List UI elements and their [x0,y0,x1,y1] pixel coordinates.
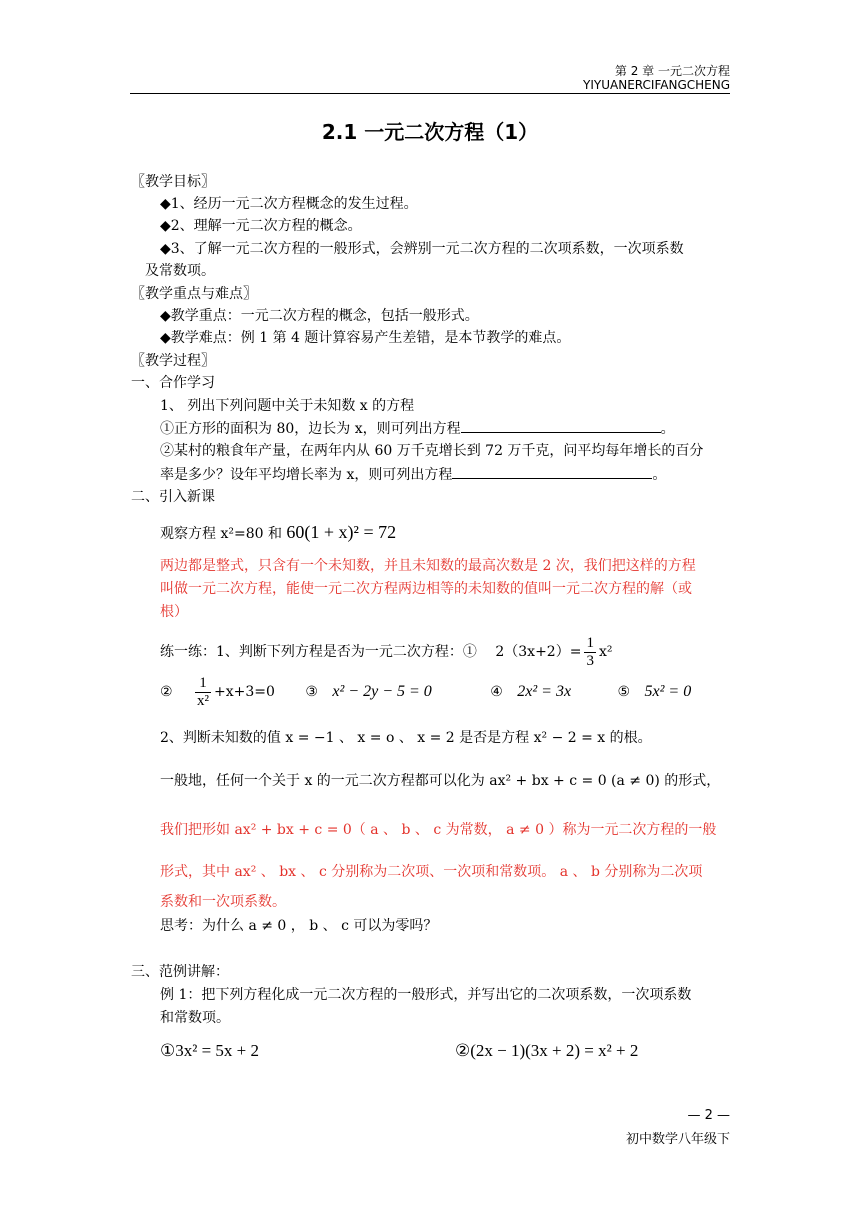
circle-4: ④ [490,684,503,700]
goal-item: ◆3、了解一元二次方程的一般形式，会辨别一元二次方程的二次项系数，一次项系数 [160,241,684,257]
fraction-one-over-x-squared [195,675,211,710]
observe-equation: 60(1 + x)² = 72 [286,522,397,542]
question-1: 1、 列出下列问题中关于未知数 x 的方程 [160,398,415,414]
question-1a [160,418,675,439]
goal-item: ◆1、经历一元二次方程概念的发生过程。 [160,196,418,212]
definition-line: 叫做一元二次方程，能使一元二次方程两边相等的未知数的值叫一元二次方程的解（或 [160,581,692,597]
observe-text: 观察方程 x²=80 和 [160,526,282,542]
fraction-one-third [584,635,596,670]
general-form-line: 一般地，任何一个关于 x 的一元二次方程都可以化为 ax² + bx + c = 0 (a ≠ 0) 的形式， [160,773,721,789]
practice-line [160,632,612,672]
question-2: 2、判断未知数的值 x = −1 、 x = o 、 x = 2 是否是方程 x² − 2 = x 的根。 [160,730,652,746]
answer-blank [461,418,661,433]
circle-2: ② [160,684,173,700]
chapter-pinyin: YIYUANERCIFANGCHENG [583,78,730,92]
keypoint-item: ◆教学难点：例 1 第 4 题计算容易产生差错，是本节教学的难点。 [160,330,571,346]
keypoint-item: ◆教学重点：一元二次方程的概念，包括一般形式。 [160,308,479,324]
section-heading: 三、范例讲解： [131,964,229,980]
goals-heading: 〖教学目标〗 [131,174,215,190]
practice-intro: 练一练：1、判断下列方程是否为一元二次方程：① [160,644,477,660]
eq3: x² − 2y − 5 = 0 [332,683,432,700]
fraction-numerator: 1 [586,634,594,651]
process-heading: 〖教学过程〗 [131,353,215,369]
question-1a-text: ①正方形的面积为 80，边长为 x，则可列出方程 [160,421,461,437]
question-1b-line2 [160,464,666,485]
circle-3: ③ [305,684,318,700]
example-line: 和常数项。 [160,1010,230,1026]
page-number: — 2 — [687,1108,730,1123]
book-footer: 初中数学八年级下 [625,1132,730,1147]
fraction-denominator: x² [197,692,210,709]
definition-line: 两边都是整式，只含有一个未知数，并且未知数的最高次数是 2 次，我们把这样的方程 [160,558,696,574]
question-1b-end: 。 [652,467,667,483]
practice-eq1-tail: x² [598,644,613,660]
fraction-numerator: 1 [195,675,211,693]
practice-eq1: 2（3x+2）= [495,644,582,660]
question-1b-line1: ②某村的粮食年产量，在两年内从 60 万千克增长到 72 万千克，问平均每年增长的百分 [160,443,704,459]
question-1a-end: 。 [660,421,675,437]
think-question: 思考：为什么 a ≠ 0 ， b 、 c 可以为零吗？ [160,918,438,934]
header-rule [130,93,730,94]
observe-line [160,522,396,544]
fraction-denominator: 3 [586,652,594,669]
page-title: 2.1 一元二次方程（1） [321,120,539,144]
general-form-red-line: 我们把形如 ax² + bx + c = 0（ a 、 b 、 c 为常数， a ≠ 0 ）称为一元二次方程的一般 [160,822,717,838]
circle-5: ⑤ [617,684,631,700]
question-1b-text: 率是多少？设年平均增长率为 x，则可列出方程 [160,467,453,483]
general-form-red-line: 系数和一次项系数。 [160,894,286,910]
example-equation-2: ②(2x − 1)(3x + 2) = x² + 2 [455,1041,639,1060]
eq4: 2x² = 3x [517,683,572,700]
definition-line: 根） [160,604,188,620]
general-form-red-line: 形式，其中 ax² 、 bx 、 c 分别称为二次项、一次项和常数项。 a 、 b 分别称为二次项 [160,864,703,880]
chapter-header: 第 2 章 一元二次方程 [614,64,730,78]
answer-blank [452,464,652,479]
section-heading: 二、引入新课 [131,489,215,505]
example-line: 例 1：把下列方程化成一元二次方程的一般形式，并写出它的二次项系数，一次项系数 [160,987,692,1003]
example-equation-1: ①3x² = 5x + 2 [160,1041,260,1060]
goal-item: ◆2、理解一元二次方程的概念。 [160,218,362,234]
eq5: 5x² = 0 [644,683,692,700]
eq2-tail: +x+3=0 [214,684,275,700]
practice-row-2 [160,672,691,712]
keypoints-heading: 〖教学重点与难点〗 [131,286,257,302]
section-heading: 一、合作学习 [131,375,215,391]
goal-item-continued: 及常数项。 [145,263,215,279]
